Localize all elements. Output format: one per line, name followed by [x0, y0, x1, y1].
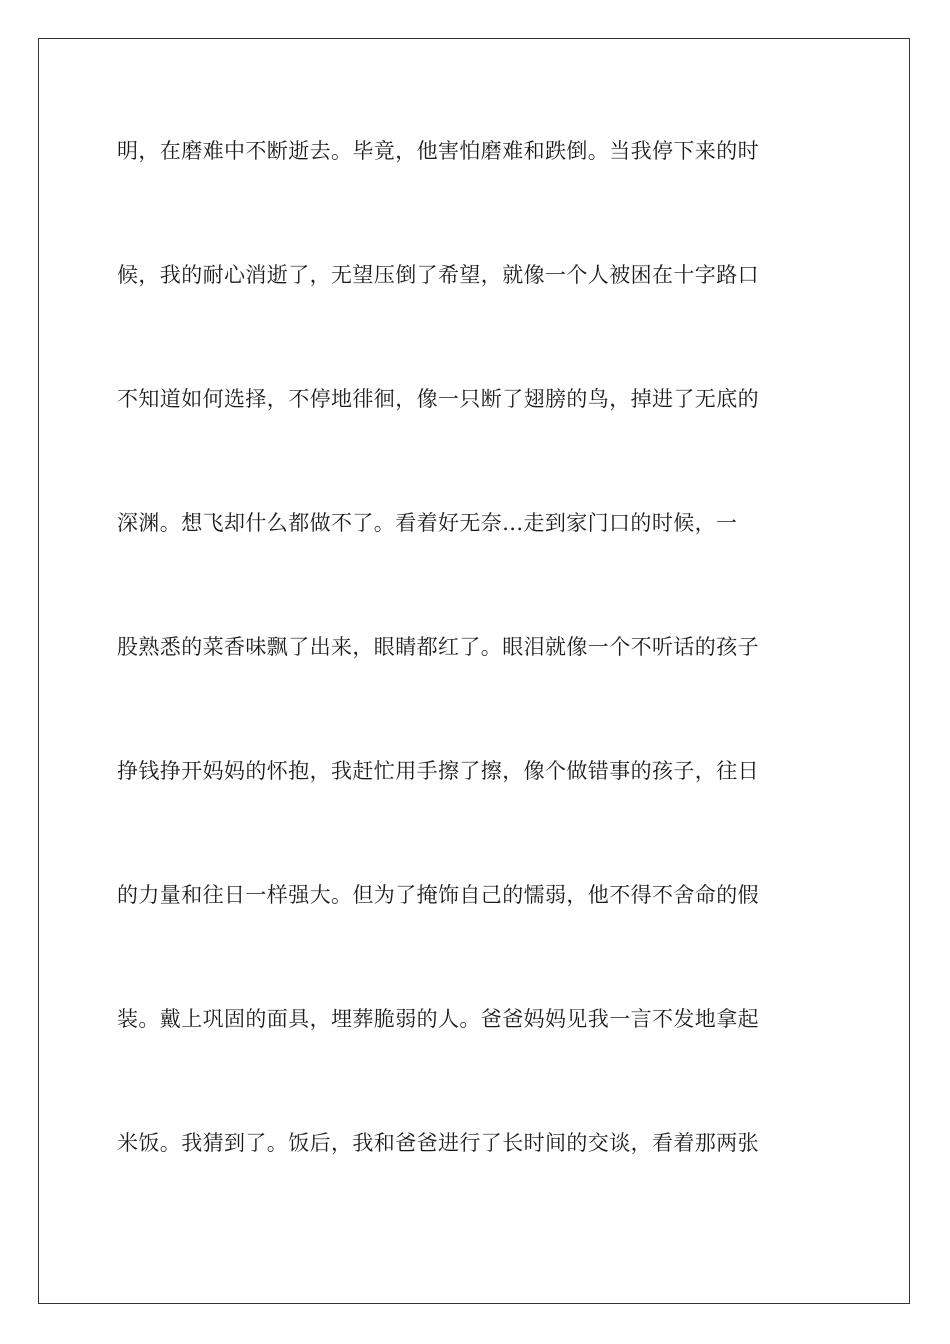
paragraph-line-2: 候，我的耐心消逝了，无望压倒了希望，就像一个人被困在十字路口 — [117, 263, 759, 287]
paragraph-line-4: 深渊。想飞却什么都做不了。看着好无奈...走到家门口的时候，一 — [117, 511, 738, 535]
paragraph-line-8: 装。戴上巩固的面具，埋葬脆弱的人。爸爸妈妈见我一言不发地拿起 — [117, 1007, 759, 1031]
paragraph-line-7: 的力量和往日一样强大。但为了掩饰自己的懦弱，他不得不舍命的假 — [117, 883, 759, 907]
paragraph-line-6: 挣钱挣开妈妈的怀抱，我赶忙用手擦了擦，像个做错事的孩子，往日 — [117, 759, 759, 783]
paragraph-line-1: 明，在磨难中不断逝去。毕竟，他害怕磨难和跌倒。当我停下来的时 — [117, 139, 759, 163]
paragraph-line-9: 米饭。我猜到了。饭后，我和爸爸进行了长时间的交谈，看着那两张 — [117, 1131, 759, 1155]
page-frame — [38, 38, 910, 1304]
paragraph-line-5: 股熟悉的菜香味飘了出来，眼睛都红了。眼泪就像一个不听话的孩子 — [117, 635, 759, 659]
paragraph-line-3: 不知道如何选择，不停地徘徊，像一只断了翅膀的鸟，掉进了无底的 — [117, 387, 759, 411]
